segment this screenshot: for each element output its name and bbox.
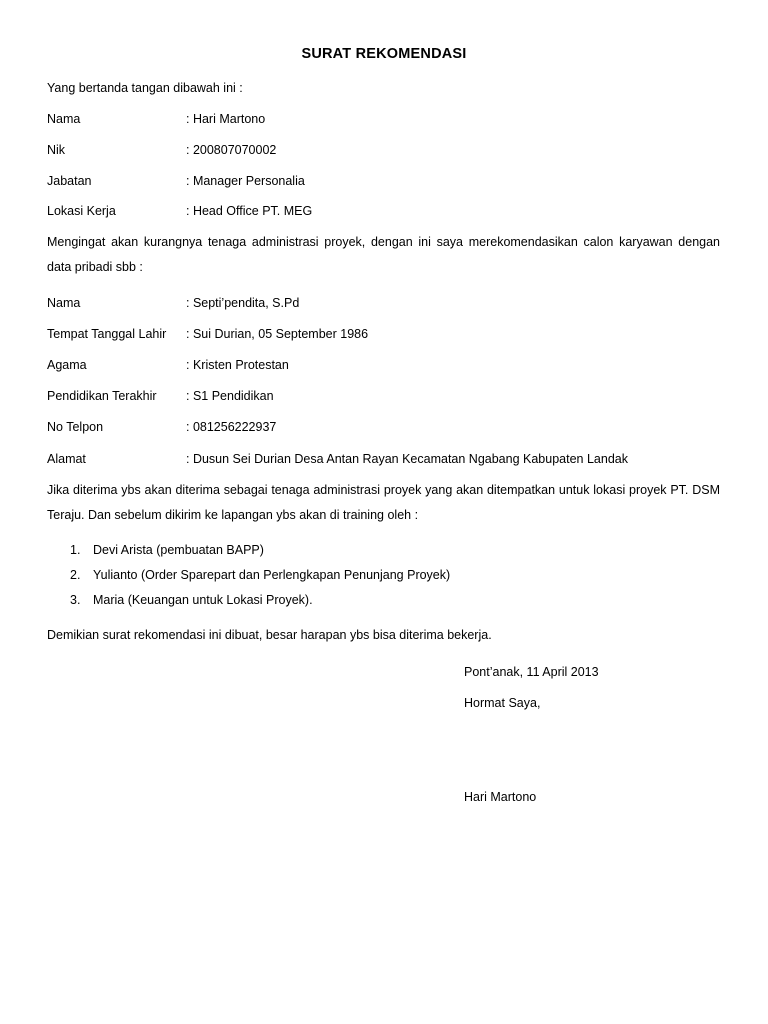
signer-label: Nama [47, 112, 81, 126]
list-text: Maria (Keuangan untuk Lokasi Proyek). [93, 593, 313, 607]
signer-value: : Hari Martono [186, 112, 266, 126]
candidate-label: Agama [47, 358, 87, 372]
candidate-value: : Dusun Sei Durian Desa Antan Rayan Kecamatan Ngabang Kabupaten Landak [186, 452, 628, 466]
list-number: 2. [70, 568, 81, 582]
signer-value: : 200807070002 [186, 143, 277, 157]
candidate-label: Nama [47, 296, 81, 310]
closing-text: Demikian surat rekomendasi ini dibuat, besar harapan ybs bisa diterima bekerja. [47, 628, 492, 642]
signer-value: : Manager Personalia [186, 174, 305, 188]
signer-label: Jabatan [47, 174, 92, 188]
candidate-label: No Telpon [47, 420, 104, 434]
letter-title: SURAT REKOMENDASI [301, 46, 467, 62]
list-number: 1. [70, 543, 81, 557]
candidate-label: Tempat Tanggal Lahir [47, 327, 167, 341]
signer-value: : Head Office PT. MEG [186, 204, 313, 218]
candidate-label: Pendidikan Terakhir [47, 389, 157, 403]
paragraph-recommendation: Mengingat akan kurangnya tenaga administrasi proyek, dengan ini saya merekomendasikan calon karyawan dengan data pribadi sbb : [47, 235, 720, 274]
signature-name: Hari Martono [464, 790, 537, 804]
candidate-value: : S1 Pendidikan [186, 389, 274, 403]
candidate-value: : Septi’pendita, S.Pd [186, 296, 300, 310]
list-number: 3. [70, 593, 81, 607]
regards-text: Hormat Saya, [464, 696, 541, 710]
signer-label: Nik [47, 143, 66, 157]
candidate-label: Alamat [47, 452, 86, 466]
paragraph-training: Jika diterima ybs akan diterima sebagai tenaga administrasi proyek yang akan ditempatkan untuk lokasi proyek PT. DSM Teraju. Dan sebelum dikirim ke lapangan ybs akan di training oleh : [47, 483, 720, 522]
list-text: Devi Arista (pembuatan BAPP) [93, 543, 264, 557]
list-text: Yulianto (Order Sparepart dan Perlengkapan Penunjang Proyek) [93, 568, 451, 582]
place-date: Pont’anak, 11 April 2013 [464, 665, 599, 679]
candidate-value: : Sui Durian, 05 September 1986 [186, 327, 369, 341]
candidate-value: : 081256222937 [186, 420, 277, 434]
signer-label: Lokasi Kerja [47, 204, 116, 218]
candidate-value: : Kristen Protestan [186, 358, 289, 372]
intro-text: Yang bertanda tangan dibawah ini : [47, 81, 243, 95]
